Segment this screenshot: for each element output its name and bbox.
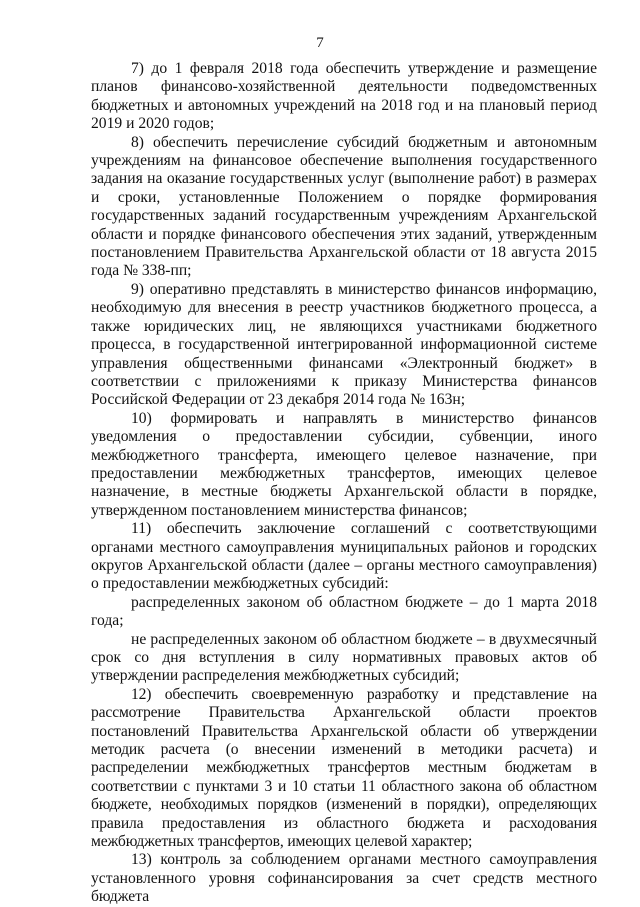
- paragraph-item-12: 12) обеспечить своевременную разработку и представление на рассмотрение Правительства Архангельской области проектов постановлений Правительства Архангельской области об утверждении методик расчета (о внесении изменений в методики расчета) и распределении межбюджетных трансфертов местным бюджетам в соответствии с пунктами 3 и 10 статьи 11 областного закона об областном бюджете, необходимых порядков (изменений в порядки), определяющих правила предоставления из областного бюджета и расходования межбюджетных трансфертов, имеющих целевой характер;: [91, 685, 597, 851]
- document-body: [91, 60, 597, 907]
- paragraph-item-7: 7) до 1 февраля 2018 года обеспечить утверждение и размещение планов финансово-хозяйственной деятельности подведомственных бюджетных и автономных учреждений на 2018 год и на плановый период 2019 и 2020 годов;: [91, 60, 597, 133]
- paragraph-subitem-not-distributed: не распределенных законом об областном бюджете – в двухмесячный срок со дня вступления в силу нормативных правовых актов об утверждении распределения межбюджетных субсидий;: [91, 630, 597, 685]
- paragraph-item-8: 8) обеспечить перечисление субсидий бюджетным и автономным учреждениям на финансовое обеспечение выполнения государственного задания на оказание государственных услуг (выполнение работ) в размерах и сроки, установленные Положением о порядке формирования государственных заданий государственным учреждениям Архангельской области и порядке финансового обеспечения этих заданий, утвержденным постановлением Правительства Архангельской области от 18 августа 2015 года № 338-пп;: [91, 133, 597, 280]
- paragraph-item-11: 11) обеспечить заключение соглашений с соответствующими органами местного самоуправления муниципальных районов и городских округов Архангельской области (далее – органы местного самоуправления) о предоставлении межбюджетных субсидий:: [91, 520, 597, 593]
- page-number: 7: [316, 35, 324, 51]
- paragraph-subitem-distributed: распределенных законом об областном бюджете – до 1 марта 2018 года;: [91, 593, 597, 630]
- paragraph-item-13: 13) контроль за соблюдением органами местного самоуправления установленного уровня софинансирования за счет средств местного бюджета: [91, 851, 597, 906]
- paragraph-item-9: 9) оперативно представлять в министерство финансов информацию, необходимую для внесения в реестр участников бюджетного процесса, а также юридических лиц, не являющихся участниками бюджетного процесса, в государственной интегрированной информационной системе управления общественными финансами «Электронный бюджет» в соответствии с приложениями к приказу Министерства финансов Российской Федерации от 23 декабря 2014 года № 163н;: [91, 280, 597, 409]
- paragraph-item-10: 10) формировать и направлять в министерство финансов уведомления о предоставлении субсидии, субвенции, иного межбюджетного трансферта, имеющего целевое назначение, при предоставлении межбюджетных трансфертов, имеющих целевое назначение, в местные бюджеты Архангельской области в порядке, утвержденном постановлением министерства финансов;: [91, 409, 597, 519]
